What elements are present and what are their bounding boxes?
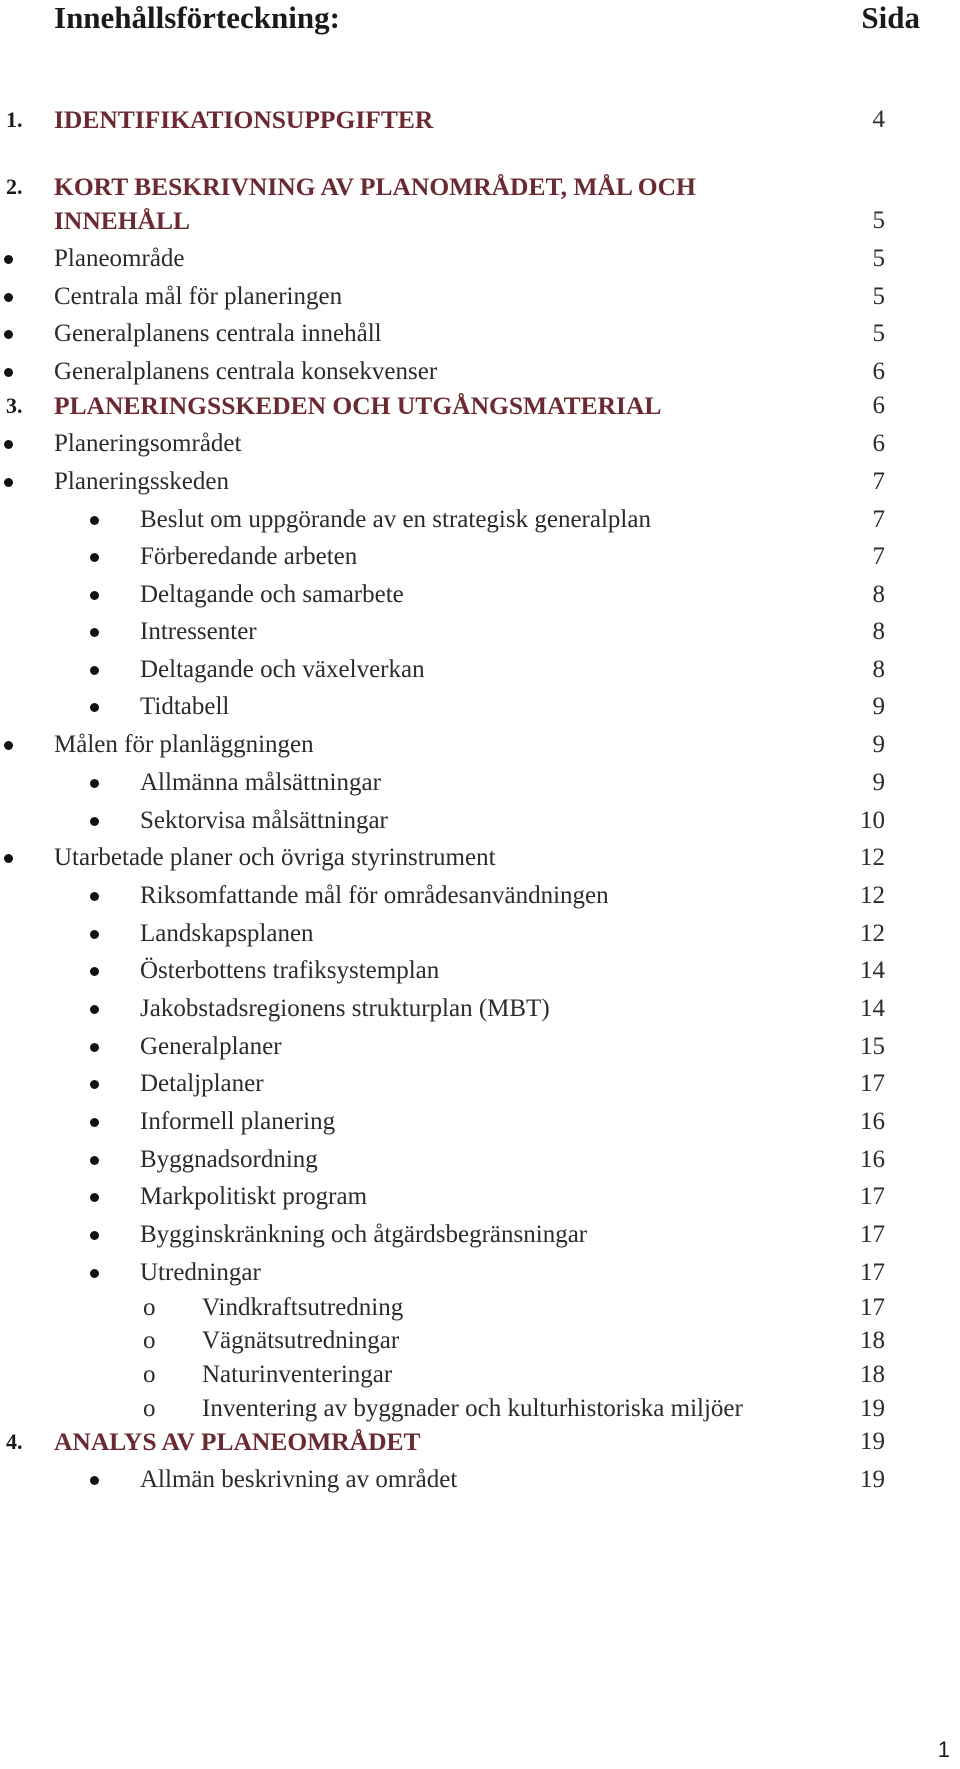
- toc-entry-label: ANALYS AV PLANEOMRÅDET: [54, 1427, 421, 1456]
- section-number: 2.: [6, 174, 23, 199]
- toc-section-entry[interactable]: [0, 388, 960, 424]
- toc-entry-page: 14: [860, 995, 885, 1022]
- toc-entry[interactable]: [0, 316, 960, 352]
- toc-entry[interactable]: [0, 1391, 960, 1427]
- toc-section-entry[interactable]: [0, 1424, 960, 1460]
- toc-entry-page: 6: [872, 392, 885, 419]
- bullet-icon: [4, 368, 13, 377]
- toc-entry-label: Sektorvisa målsättningar: [140, 807, 388, 834]
- toc-entry-page: 19: [860, 1428, 885, 1455]
- toc-entry-label: IDENTIFIKATIONSUPPGIFTER: [54, 105, 434, 134]
- toc-entry-page: 4: [872, 106, 885, 133]
- toc-entry-label: Allmän beskrivning av området: [140, 1466, 458, 1493]
- bullet-icon: [90, 930, 99, 939]
- toc-entry[interactable]: [0, 464, 960, 500]
- toc-entry[interactable]: [0, 1323, 960, 1359]
- toc-entry-page: 16: [860, 1146, 885, 1173]
- toc-entry-label: Vindkraftsutredning: [202, 1294, 404, 1321]
- toc-entry[interactable]: [0, 1142, 960, 1178]
- bullet-icon: [90, 1193, 99, 1202]
- toc-entry-page: 7: [872, 468, 885, 495]
- toc-entry-page: 17: [860, 1294, 885, 1321]
- toc-entry[interactable]: [0, 539, 960, 575]
- toc-entry[interactable]: [0, 765, 960, 801]
- toc-entry-page: 5: [872, 283, 885, 310]
- toc-entry-page: 14: [860, 957, 885, 984]
- toc-entry[interactable]: [0, 577, 960, 613]
- toc-entry-page: 5: [872, 245, 885, 272]
- bullet-icon: [90, 1476, 99, 1485]
- toc-entry-label: Intressenter: [140, 618, 257, 645]
- toc-entry-page: 17: [860, 1259, 885, 1286]
- toc-entry[interactable]: [0, 241, 960, 277]
- bullet-icon: [90, 1080, 99, 1089]
- toc-entry-label: Naturinventeringar: [202, 1361, 393, 1388]
- toc-entry-page: 6: [872, 358, 885, 385]
- toc-entry-label: Markpolitiskt program: [140, 1183, 368, 1210]
- toc-entry-page: 12: [860, 844, 885, 871]
- bullet-icon: [90, 967, 99, 976]
- toc-entry-page: 8: [872, 656, 885, 683]
- toc-entry[interactable]: [0, 1255, 960, 1291]
- bullet-icon: [90, 1043, 99, 1052]
- bullet-icon: [4, 440, 13, 449]
- bullet-icon: [4, 854, 13, 863]
- toc-entry-page: 9: [872, 769, 885, 796]
- sub-bullet-marker: o: [143, 1395, 156, 1422]
- toc-entry-page: 12: [860, 882, 885, 909]
- toc-section-entry[interactable]: [0, 203, 960, 239]
- toc-entry-page: 8: [872, 581, 885, 608]
- bullet-icon: [90, 591, 99, 600]
- sub-bullet-marker: o: [143, 1327, 156, 1354]
- bullet-icon: [90, 817, 99, 826]
- bullet-icon: [4, 330, 13, 339]
- bullet-icon: [90, 1005, 99, 1014]
- toc-entry[interactable]: [0, 878, 960, 914]
- toc-entry-label: Planeområde: [54, 245, 185, 272]
- toc-entry-page: 17: [860, 1183, 885, 1210]
- toc-entry-page: 9: [872, 693, 885, 720]
- bullet-icon: [90, 1269, 99, 1278]
- toc-entry[interactable]: [0, 426, 960, 462]
- bullet-icon: [90, 892, 99, 901]
- toc-entry-page: 10: [860, 807, 885, 834]
- toc-entry-label: Jakobstadsregionens strukturplan (MBT): [140, 995, 550, 1022]
- toc-entry[interactable]: [0, 354, 960, 390]
- toc-entry[interactable]: [0, 803, 960, 839]
- toc-entry-page: 19: [860, 1466, 885, 1493]
- toc-entry-label: Byggnadsordning: [140, 1146, 318, 1173]
- toc-entry-label: Detaljplaner: [140, 1070, 264, 1097]
- toc-entry-page: 16: [860, 1108, 885, 1135]
- toc-entry[interactable]: [0, 916, 960, 952]
- bullet-icon: [90, 703, 99, 712]
- toc-entry-label: KORT BESKRIVNING AV PLANOMRÅDET, MÅL OCH: [54, 172, 696, 201]
- toc-entry-label: Utredningar: [140, 1259, 261, 1286]
- toc-entry[interactable]: [0, 689, 960, 725]
- toc-entry[interactable]: [0, 614, 960, 650]
- toc-entry-label: PLANERINGSSKEDEN OCH UTGÅNGSMATERIAL: [54, 391, 662, 420]
- bullet-icon: [4, 478, 13, 487]
- toc-entry-label: Planeringsskeden: [54, 468, 229, 495]
- toc-entry[interactable]: [0, 953, 960, 989]
- bullet-icon: [90, 779, 99, 788]
- bullet-icon: [4, 255, 13, 264]
- bullet-icon: [4, 293, 13, 302]
- bullet-icon: [90, 628, 99, 637]
- toc-entry[interactable]: [0, 502, 960, 538]
- toc-entry[interactable]: [0, 1029, 960, 1065]
- toc-entry-label: Generalplanens centrala konsekvenser: [54, 358, 438, 385]
- toc-entry[interactable]: [0, 840, 960, 876]
- toc-entry-label: Österbottens trafiksystemplan: [140, 957, 440, 984]
- toc-entry-page: 17: [860, 1070, 885, 1097]
- toc-entry-label: Utarbetade planer och övriga styrinstrument: [54, 844, 496, 871]
- toc-entry-page: 15: [860, 1033, 885, 1060]
- toc-entry-label: Målen för planläggningen: [54, 731, 314, 758]
- toc-entry-label: Planeringsområdet: [54, 430, 242, 457]
- sub-bullet-marker: o: [143, 1294, 156, 1321]
- toc-entry[interactable]: [0, 1179, 960, 1215]
- toc-entry-label: Tidtabell: [140, 693, 230, 720]
- toc-entry[interactable]: [0, 1290, 960, 1326]
- toc-entry[interactable]: [0, 1104, 960, 1140]
- toc-entry[interactable]: [0, 991, 960, 1027]
- toc-entry-page: 18: [860, 1361, 885, 1388]
- toc-entry-page: 18: [860, 1327, 885, 1354]
- toc-entry-label: Beslut om uppgörande av en strategisk generalplan: [140, 506, 651, 533]
- section-number: 3.: [6, 393, 23, 418]
- toc-entry[interactable]: [0, 1066, 960, 1102]
- toc-entry-page: 6: [872, 430, 885, 457]
- section-number: 1.: [6, 107, 23, 132]
- sub-bullet-marker: o: [143, 1361, 156, 1388]
- toc-entry[interactable]: [0, 279, 960, 315]
- toc-entry-label: Deltagande och samarbete: [140, 581, 404, 608]
- toc-entry-label: Deltagande och växelverkan: [140, 656, 425, 683]
- toc-entry-page: 19: [860, 1395, 885, 1422]
- bullet-icon: [90, 553, 99, 562]
- bullet-icon: [90, 1231, 99, 1240]
- toc-entry-label: Informell planering: [140, 1108, 336, 1135]
- bullet-icon: [4, 741, 13, 750]
- toc-entry-label: Generalplaner: [140, 1033, 282, 1060]
- toc-entry[interactable]: [0, 1357, 960, 1393]
- toc-entry-label: Inventering av byggnader och kulturhistoriska miljöer: [202, 1395, 743, 1422]
- toc-entry-label: Vägnätsutredningar: [202, 1327, 400, 1354]
- toc-entry-label: Riksomfattande mål för områdesanvändningen: [140, 882, 609, 909]
- toc-title: Innehållsförteckning:: [54, 0, 340, 35]
- toc-entry[interactable]: [0, 1462, 960, 1498]
- bullet-icon: [90, 1118, 99, 1127]
- toc-entry[interactable]: [0, 1217, 960, 1253]
- toc-entry-label: Bygginskränkning och åtgärdsbegränsningar: [140, 1221, 588, 1248]
- bullet-icon: [90, 1156, 99, 1165]
- toc-entry[interactable]: [0, 727, 960, 763]
- bullet-icon: [90, 516, 99, 525]
- toc-section-entry[interactable]: [0, 169, 960, 205]
- toc-entry-page: 12: [860, 920, 885, 947]
- page-column-heading: Sida: [861, 0, 920, 35]
- section-number: 4.: [6, 1429, 23, 1454]
- page-number: 1: [937, 1737, 950, 1762]
- toc-entry-page: 7: [872, 543, 885, 570]
- toc-entry-label: INNEHÅLL: [54, 206, 191, 235]
- toc-section-entry[interactable]: [0, 102, 960, 138]
- toc-entry-label: Landskapsplanen: [140, 920, 314, 947]
- toc-entry-page: 9: [872, 731, 885, 758]
- toc-entry-page: 5: [872, 320, 885, 347]
- toc-entry-page: 8: [872, 618, 885, 645]
- toc-entry-page: 5: [872, 207, 885, 234]
- toc-entry-label: Centrala mål för planeringen: [54, 283, 343, 310]
- toc-entry-label: Allmänna målsättningar: [140, 769, 381, 796]
- toc-entry-label: Förberedande arbeten: [140, 543, 358, 570]
- toc-entry[interactable]: [0, 652, 960, 688]
- toc-entry-label: Generalplanens centrala innehåll: [54, 320, 382, 347]
- toc-entry-page: 17: [860, 1221, 885, 1248]
- toc-entry-page: 7: [872, 506, 885, 533]
- bullet-icon: [90, 666, 99, 675]
